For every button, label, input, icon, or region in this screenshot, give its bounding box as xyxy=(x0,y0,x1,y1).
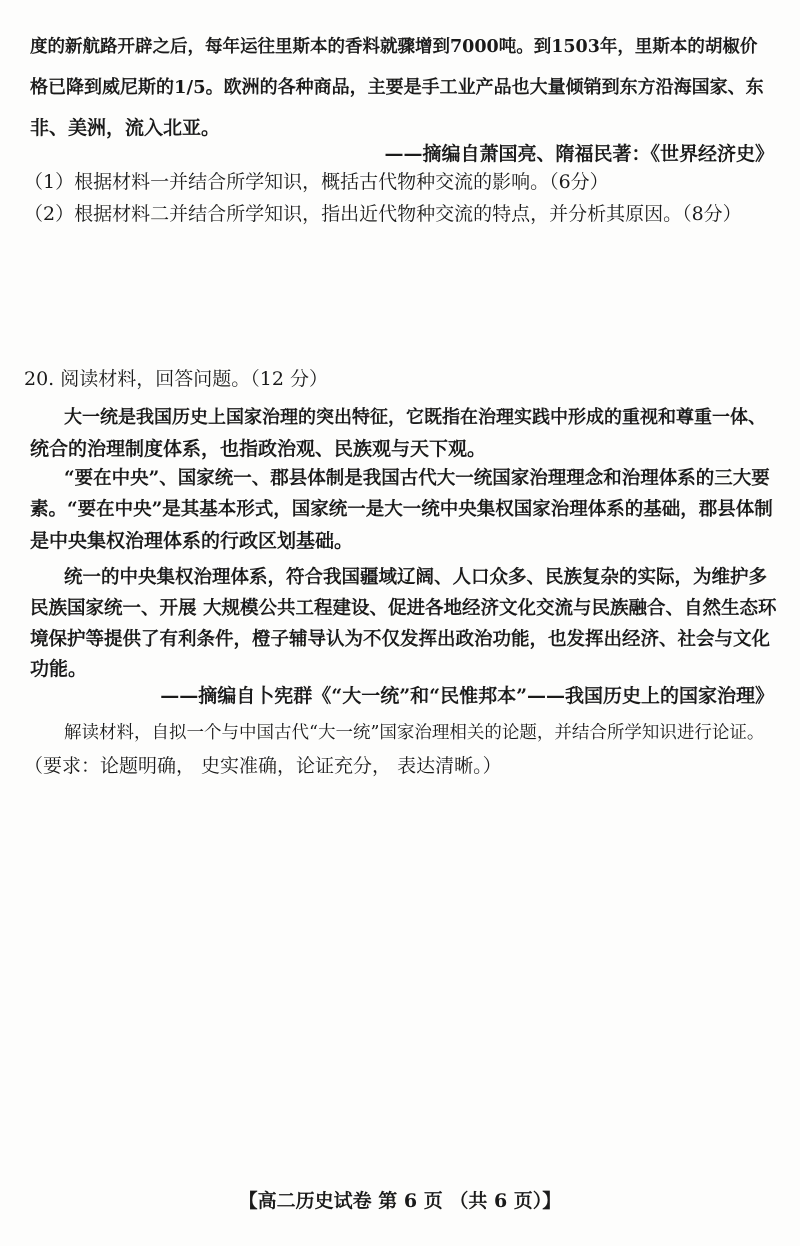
q20-requirement: （要求：论题明确， 史实准确，论证充分， 表达清晰。） xyxy=(24,755,502,777)
material-source: ——摘编自萧国亮、隋福民著：《世界经济史》 xyxy=(384,143,774,165)
q20-para2-line3: 是中央集权治理体系的行政区划基础。 xyxy=(30,530,354,552)
q20-para3-line2: 民族国家统一、开展 大规模公共工程建设、促进各地经济文化交流与民族融合、自然生态环 xyxy=(30,598,777,619)
question-19-2: （2）根据材料二并结合所学知识，指出近代物种交流的特点，并分析其原因。（8分） xyxy=(24,203,742,225)
material-line-3: 非、美洲，流入北亚。 xyxy=(30,117,221,139)
material-line-2: 格已降到威尼斯的1/5。欧洲的各种商品，主要是手工业产品也大量倾销到东方沿海国家、东 xyxy=(30,77,764,98)
q20-source: ——摘编自卜宪群《“大一统”和“民惟邦本”——我国历史上的国家治理》 xyxy=(160,685,774,707)
q20-task: 解读材料，自拟一个与中国古代“大一统”国家治理相关的论题，并结合所学知识进行论证。 xyxy=(64,723,765,743)
q20-para2-line2: 素。“要在中央”是其基本形式，国家统一是大一统中央集权国家治理体系的基础，郡县体制 xyxy=(30,499,773,520)
q20-para2-line1: “要在中央”、国家统一、郡县体制是我国古代大一统国家治理理念和治理体系的三大要 xyxy=(64,468,770,489)
q20-para1-line1: 大一统是我国历史上国家治理的突出特征，它既指在治理实践中形成的重视和尊重一体、 xyxy=(64,407,766,428)
q20-para3-line4: 功能。 xyxy=(30,658,88,680)
material-line-1: 度的新航路开辟之后，每年运往里斯本的香料就骤增到7000吨。到1503年，里斯本的胡椒价 xyxy=(30,37,758,57)
question-19-1: （1）根据材料一并结合所学知识，概括古代物种交流的影响。（6分） xyxy=(24,171,609,193)
q20-para3-line3: 境保护等提供了有利条件，橙子辅导认为不仅发挥出政治功能，也发挥出经济、社会与文化 xyxy=(30,629,771,650)
q20-para1-line2: 统合的治理制度体系，也指政治观、民族观与天下观。 xyxy=(30,438,487,460)
page-footer: 【高二历史试卷 第 6 页 （共 6 页）】 xyxy=(238,1190,562,1212)
question-20-heading: 20. 阅读材料，回答问题。（12 分） xyxy=(24,368,328,390)
q20-para3-line1: 统一的中央集权治理体系，符合我国疆域辽阔、人口众多、民族复杂的实际，为维护多 xyxy=(64,567,768,588)
